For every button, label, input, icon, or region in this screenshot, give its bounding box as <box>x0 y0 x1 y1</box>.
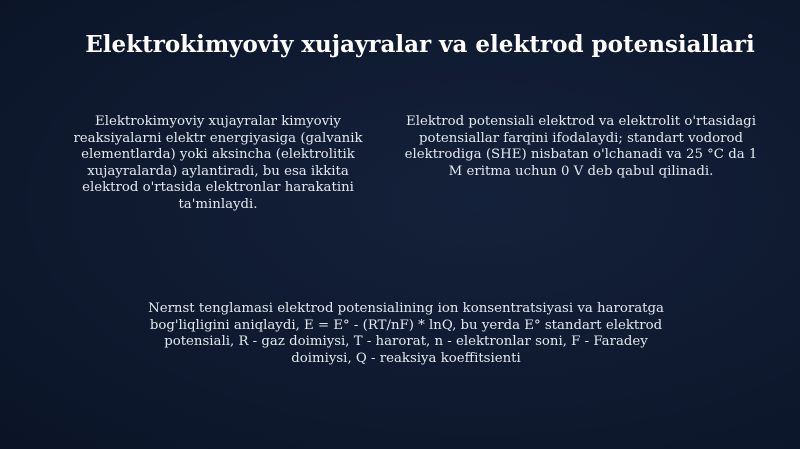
paragraph-electrode-potential: Elektrod potensiali elektrod va elektrolit o'rtasidagi potensiallar farqini ifodalaydi; standart vodorod elektrodiga (SHE) nisbatan o'lchanadi va 25 °C da 1 M eritma uchun 0 V deb qabul qilinadi. <box>404 114 758 179</box>
slide-title: Elektrokimyoviy xujayralar va elektrod potensiallari <box>85 31 755 58</box>
paragraph-nernst-equation: Nernst tenglamasi elektrod potensialining ion konsentratsiyasi va haroratga bog'liqligini aniqlaydi, E = E° - (RT/nF) * lnQ, bu yerda E° standart elektrod potensiali, R - gaz doimiysi, T - harorat, n - elektronlar soni, F - Faradey doimiysi, Q - reaksiya koeffitsienti <box>148 301 664 366</box>
paragraph-electrochemical-cells: Elektrokimyoviy xujayralar kimyoviy reaksiyalarni elektr energiyasiga (galvanik elementlarda) yoki aksincha (elektrolitik xujayralarda) aylantiradi, bu esa ikkita elektrod o'rtasida elektronlar harakatini ta'minlaydi. <box>73 114 363 212</box>
